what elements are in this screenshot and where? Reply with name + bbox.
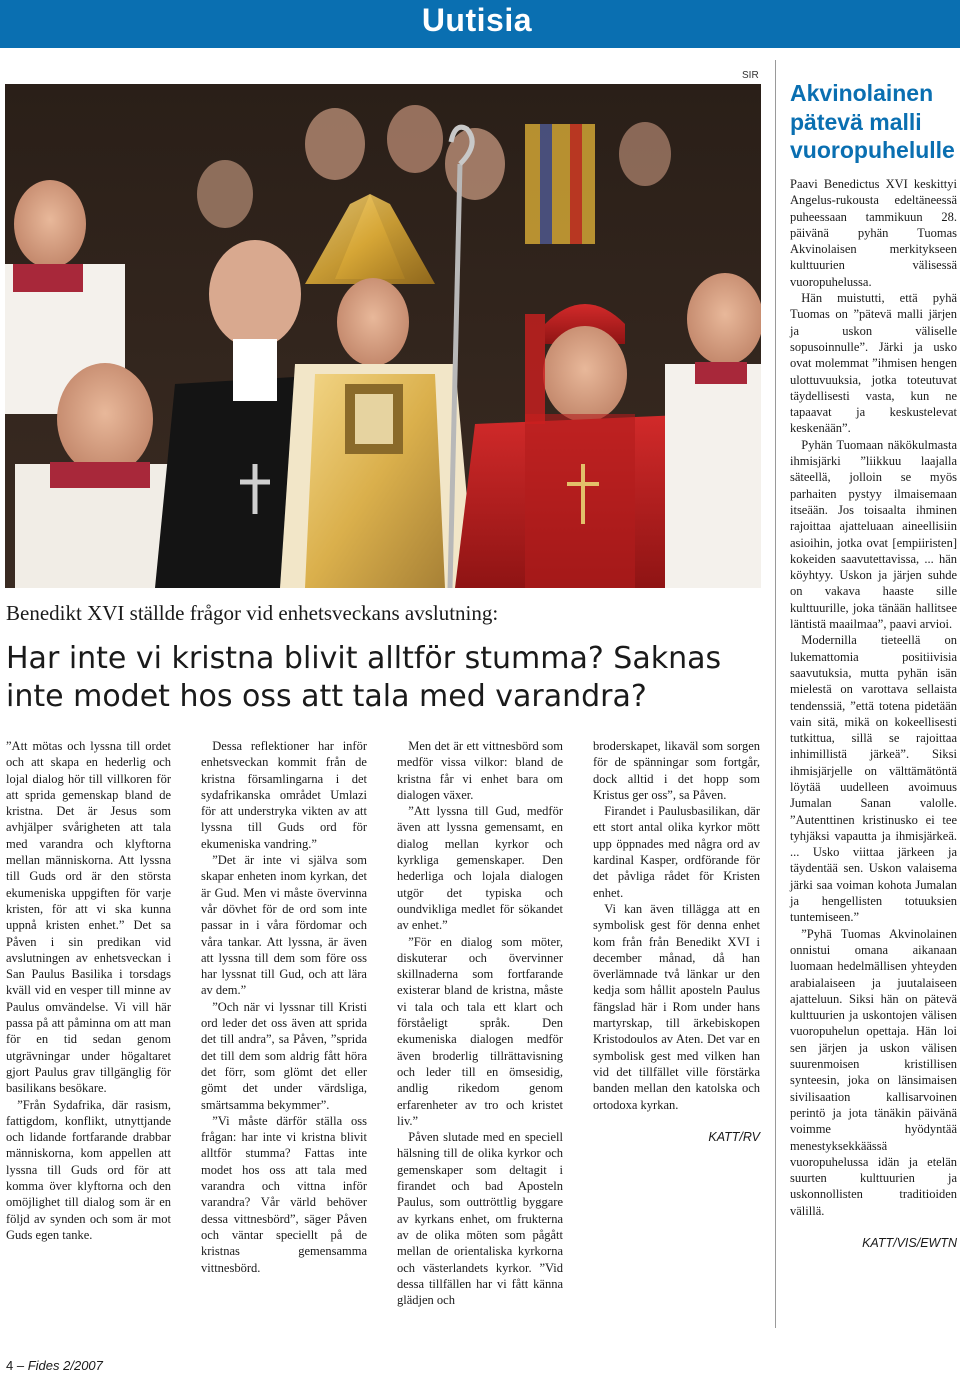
article-paragraph: ”Att mötas och lyssna till ordet och att skapa en hederlig och lojal dialog hör till villkoren för att sprida gemenskap bland de kristna. Det är Jesus som avhjälper svårigheten att tala med varandra och klyftorna mellan människorna. Att lyssna till Guds ord är den största ekumeniska uppgiften för varje kristen, för att vi ska kunna uppnå kristen enhet.” Det sa Påven i sin predikan vid avslutningen av enhetsveckan i San Paulus Basilika i torsdags kväll vid en vesper till minne av Paulus omvändelse. Vi vill här passa på att påminna om att man för en tid sedan genom utgrävningar under högaltaret gjort Paulus grav tillgänglig för basilikans besökare. [6, 739, 171, 1096]
sidebar-title: Akvinolainen pätevä malli vuoropuhelulle [790, 80, 955, 163]
article-paragraph: ”Från Sydafrika, där rasism, fattigdom, konflikt, utnyttjande och lidande fortfarande drabbar människorna, kom appellen att lyssna till Guds ord för att komma över klyftorna och den omöjlighet till dialog som är en följd av synden och som är mot Guds egen tanke. [6, 1097, 171, 1242]
article-paragraph: broderskapet, likaväl som sorgen för de spänningar som fortgår, dock alltid i det hopp som Kristus ger oss”, sa Påven. [593, 739, 760, 802]
source-tag: SIR [742, 70, 759, 81]
page-footer [6, 1358, 103, 1373]
footer-separator: – [16, 1358, 25, 1373]
page-number: 4 [6, 1358, 14, 1373]
sidebar-byline: KATT/VIS/EWTN [862, 1236, 957, 1250]
article-column-2 [201, 738, 367, 1276]
article-paragraph: ”Och när vi lyssnar till Kristi ord leder det oss även att sprida det till andra”, sa Påven, ”sprida det till dem som aldrig fått höra det förr, som glömt det eller gömt det under värdsliga, smärtsamma bekymmer”. [201, 999, 367, 1112]
article-paragraph: ”Vi måste därför ställa oss frågan: har inte vi kristna blivit alltför stumma? Fattas inte modet hos oss att tala med varandra och vittna inför varandra? Vår värld behöver dessa vittnesbörd”, säger Påven och väntar speciellt på de kristnas gemensamma vittnesbörd. [201, 1113, 367, 1275]
article-byline: KATT/RV [708, 1129, 760, 1144]
article-column-3 [397, 738, 563, 1308]
article-kicker: Benedikt XVI ställde frågor vid enhetsveckans avslutning: [6, 601, 499, 625]
section-title: Uutisia [421, 2, 532, 38]
article-column-4 [593, 738, 760, 1145]
article-paragraph: Men det är ett vittnesbörd som medför vissa vilkor: bland de kristna får vi enhet bara om dialogen växer. [397, 739, 563, 802]
sidebar-paragraph: Modernilla tieteellä on lukemattomia positiivisia saavutuksia, mutta pyhän isän mielestä on varottava sellaista tendenssiä, ”että totena pidetään vain sitä, mikä on kokeellisesti tutkittua, sillä se rajoittaa inhimillistä järkeä”. Siksi ihmisjärjelle on välttämätöntä löytää uudelleen avoimuus Jumalan Sanan valolle. ”Autenttinen kristinusko ei tee tyhjäksi vapautta ja ihmisjärkeä. ... Usko viittaa järkeen ja täydentää sen. Uskon valaisema järki saa voiman kohota Jumalan ja hengellisten totuuksien tuntemiseen.” [790, 633, 957, 925]
sidebar-paragraph: Hän muistutti, että pyhä Tuomas on ”pätevä malli järjen ja uskon väliselle sopusoinnulle”. Järki ja usko ovat molemmat ”ihmisen hengen ulottuvuuksia, jotka toteutuvat täydellisesti vasta, kun ne tapaavat ja keskustelevat keskenään”. [790, 291, 957, 436]
article-headline: Har inte vi kristna blivit alltför stumma? Saknas inte modet hos oss att tala med varandra? [6, 641, 722, 714]
article-column-1 [6, 738, 171, 1243]
article-paragraph: ”Det är inte vi själva som skapar enheten inom kyrkan, det är Gud. Men vi måste övervinna vår dövhet för de ord som inte passar in i våra fördomar och våra tankar. Att lyssna, är även att lyssna till dem som före oss har lyssnat till Gud, och att lära av dem.” [201, 853, 367, 998]
article-paragraph: Påven slutade med en speciell hälsning till de olika kyrkor och gemenskaper som deltagit i firandet och bad Aposteln Paulus, som outtröttlig byggare av kyrkans enhet, om frukterna av de olika möten som pågått mellan de orientaliska kyrkorna och västerlandets kyrkor. ”Vid dessa tillfällen har vi fått känna glädjen och [397, 1130, 563, 1308]
article-paragraph: ”För en dialog som möter, diskuterar och övervinner skillnaderna som fortfarande existerar bland de kristna, måste vi tala och tala ett klart och förståeligt språk. Den ekumeniska dialogen medför även broderlig tillrättavisning och leder till en ömsesidig, andlig rikedom genom erfarenheter av tro och kristet liv.” [397, 934, 563, 1128]
publication-name: Fides 2/2007 [27, 1358, 103, 1373]
papal-procession-photo [5, 84, 761, 588]
sidebar-paragraph: Paavi Benedictus XVI keskittyi Angelus-rukousta edeltäneessä puheessaan tammikuun 28. päivänä pyhän Tuomas Akvinolaisen merkitykseen kulttuurien välisessä vuoropuhelussa. [790, 177, 957, 289]
column-divider [775, 60, 776, 1328]
section-header-bar [0, 0, 960, 48]
sidebar-paragraph: Pyhän Tuomaan näkökulmasta ihmisjärki ”liikkuu laajalla säteellä, jolloin se myös parhaiten pystyy ilmaisemaan itseään. Jos toisaalta ihminen rajoittaa ajatteluaan aineellisiin asioihin, jotka ovat [empiiristen] kokeiden saavutettavissa, ... hän köyhtyy. Uskon ja järjen suhde on vakava haaste sille kulttuurille, joka tänään hallitsee läntistä maailmaa”, paavi arvioi. [790, 437, 957, 632]
sidebar-article [790, 176, 957, 1251]
article-paragraph: Dessa reflektioner har inför enhetsveckan kommit från de kristna församlingarna i det sydafrikanska området Umlazi för att understryka vikten av att lyssna till Guds ord för ekumeniska vandring.” [201, 739, 367, 851]
article-paragraph: Vi kan även tillägga att en symbolisk gest för denna enhet kom från från Benedikt XVI i december månad, då han överlämnade två länkar ur den kedja som hållit aposteln Paulus fängslad här i Rom under hans martyrskap, till ärkebiskopen Kristodoulos av Aten. Det var en symbolisk gest med vilken han vid det tillfället ville förstärka banden mellan den katolska och ortodoxa kyrkan. [593, 901, 760, 1112]
article-paragraph: ”Att lyssna till Gud, medför även att lyssna gemensamt, en dialog mellan kyrkor och kyrkliga gemenskaper. Den hederliga och lojala dialogen utgör det typiska och oundvikliga medlet för sökandet av enhet.” [397, 804, 563, 933]
article-paragraph: Firandet i Paulusbasilikan, där ett stort antal olika kyrkor mött upp öppnades med några ord av kardinal Kasper, ordförande för det påvliga rådet för Kristen enhet. [593, 804, 760, 900]
sidebar-paragraph: ”Pyhä Tuomas Akvinolainen onnistui omana aikanaan luomaan hedelmällisen yhteyden arabialaiseen ja juutalaiseen ajatteluun. Siksi hän on pätevä kulttuurien ja uskontojen välisen vuoropuhelun opettaja. Hän loi sen järjen ja uskon välisen suurenmoisen kristillisen synteesin, joka on länsimaisen sivilisaation kallisarvoinen perintö ja jota tänäkin päivänä voimme hyödyntää menestyksekkäässä vuoropuhelussa idän ja etelän suurten kulttuurien ja uskonnollisten traditioiden välillä. [790, 926, 957, 1218]
